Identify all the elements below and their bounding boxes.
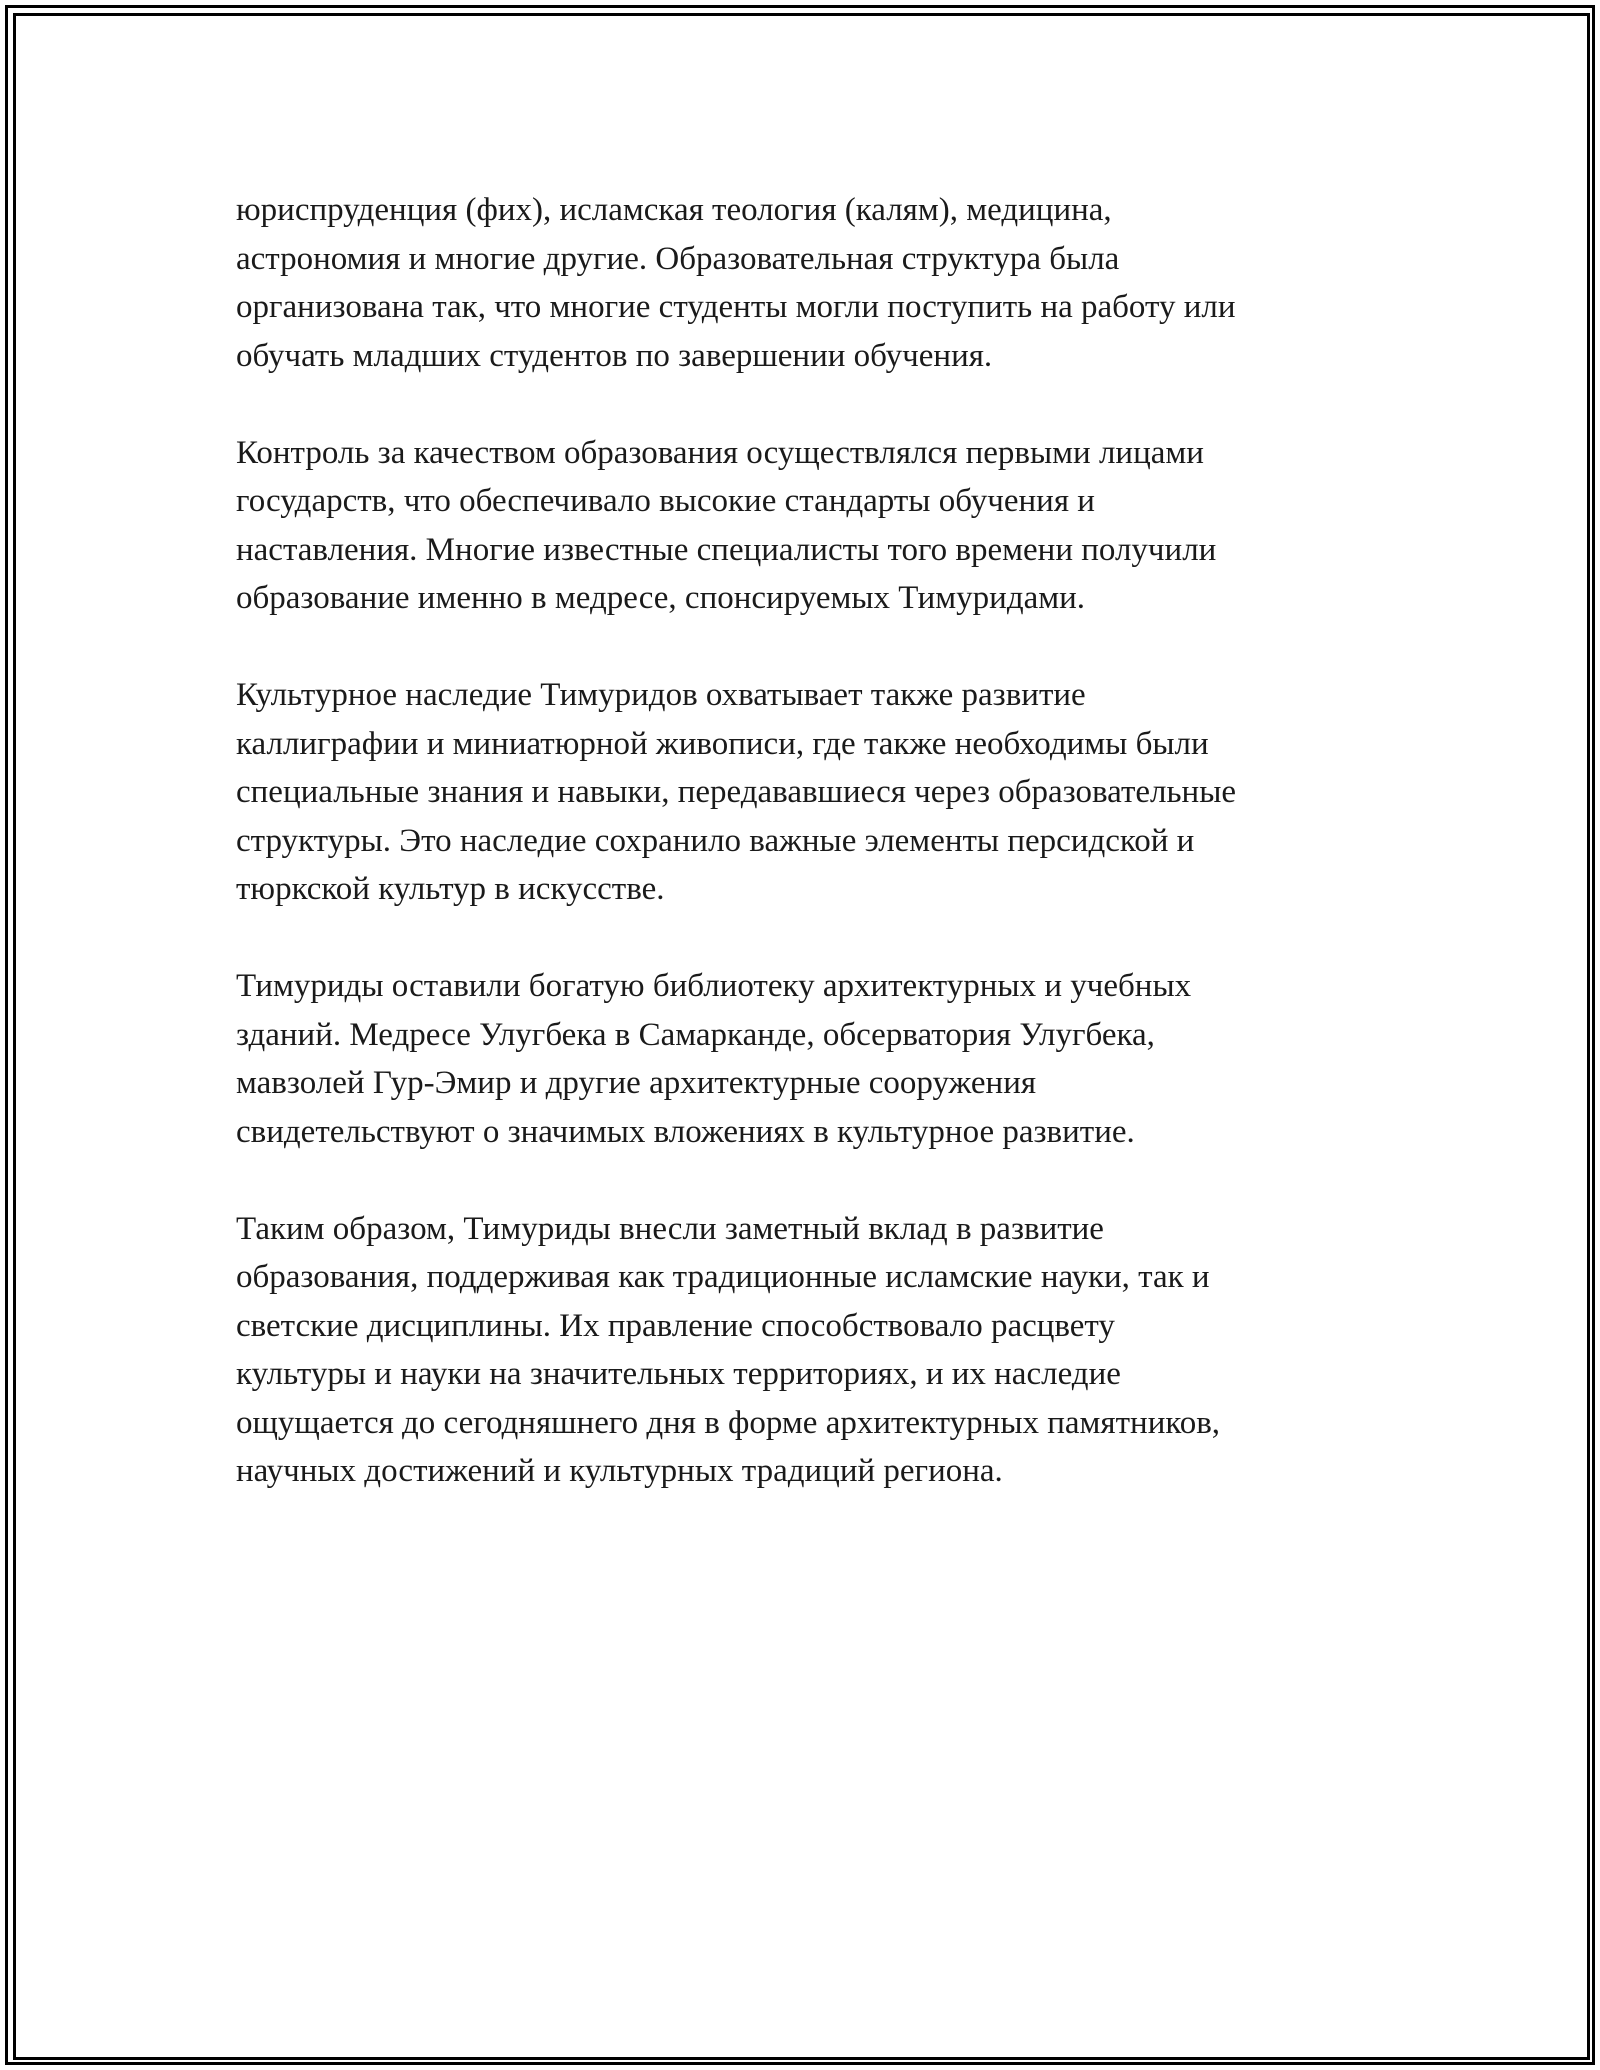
text-line: организована так, что многие студенты могли поступить на работу или: [236, 289, 1236, 325]
paragraph-5: [236, 1205, 1366, 1496]
document-body: [236, 186, 1366, 1544]
text-line: светские дисциплины. Их правление способствовало расцвету: [236, 1307, 1115, 1344]
text-line: Таким образом, Тимуриды внесли заметный вклад в развитие: [236, 1210, 1104, 1247]
text-line: научных достижений и культурных традиций региона.: [236, 1453, 1003, 1489]
text-line: ощущается до сегодняшнего дня в форме архитектурных памятников,: [236, 1404, 1221, 1441]
text-line: Контроль за качеством образования осуществлялся первыми лицами: [236, 434, 1204, 471]
text-line: юриспруденция (фих), исламская теология (калям), медицина,: [236, 192, 1112, 228]
text-line: свидетельствуют о значимых вложениях в культурное развитие.: [236, 1113, 1135, 1150]
paragraph-3: [236, 671, 1366, 914]
text-line: специальные знания и навыки, передававшиеся через образовательные: [236, 774, 1237, 810]
paragraph-2: [236, 429, 1366, 623]
text-line: обучать младших студентов по завершении обучения.: [236, 337, 993, 374]
text-line: образование именно в медресе, спонсируемых Тимуридами.: [236, 580, 1086, 616]
text-line: зданий. Медресе Улугбека в Самарканде, обсерватория Улугбека,: [236, 1016, 1155, 1053]
text-line: астрономия и многие другие. Образовательная структура была: [236, 240, 1120, 277]
text-line: мавзолей Гур-Эмир и другие архитектурные сооружения: [236, 1065, 1037, 1101]
text-line: государств, что обеспечивало высокие стандарты обучения и: [236, 483, 1095, 519]
text-line: Тимуриды оставили богатую библиотеку архитектурных и учебных: [236, 968, 1192, 1004]
text-line: наставления. Многие известные специалисты того времени получили: [236, 531, 1217, 568]
text-line: культуры и науки на значительных территориях, и их наследие: [236, 1356, 1121, 1392]
paragraph-4: [236, 962, 1366, 1156]
text-line: структуры. Это наследие сохранило важные элементы персидской и: [236, 822, 1195, 859]
text-line: каллиграфии и миниатюрной живописи, где также необходимы были: [236, 725, 1209, 762]
paragraph-1: [236, 186, 1366, 380]
text-line: тюркской культур в искусстве.: [236, 871, 665, 907]
text-line: образования, поддерживая как традиционные исламские науки, так и: [236, 1259, 1210, 1295]
text-line: Культурное наследие Тимуридов охватывает также развитие: [236, 677, 1086, 713]
